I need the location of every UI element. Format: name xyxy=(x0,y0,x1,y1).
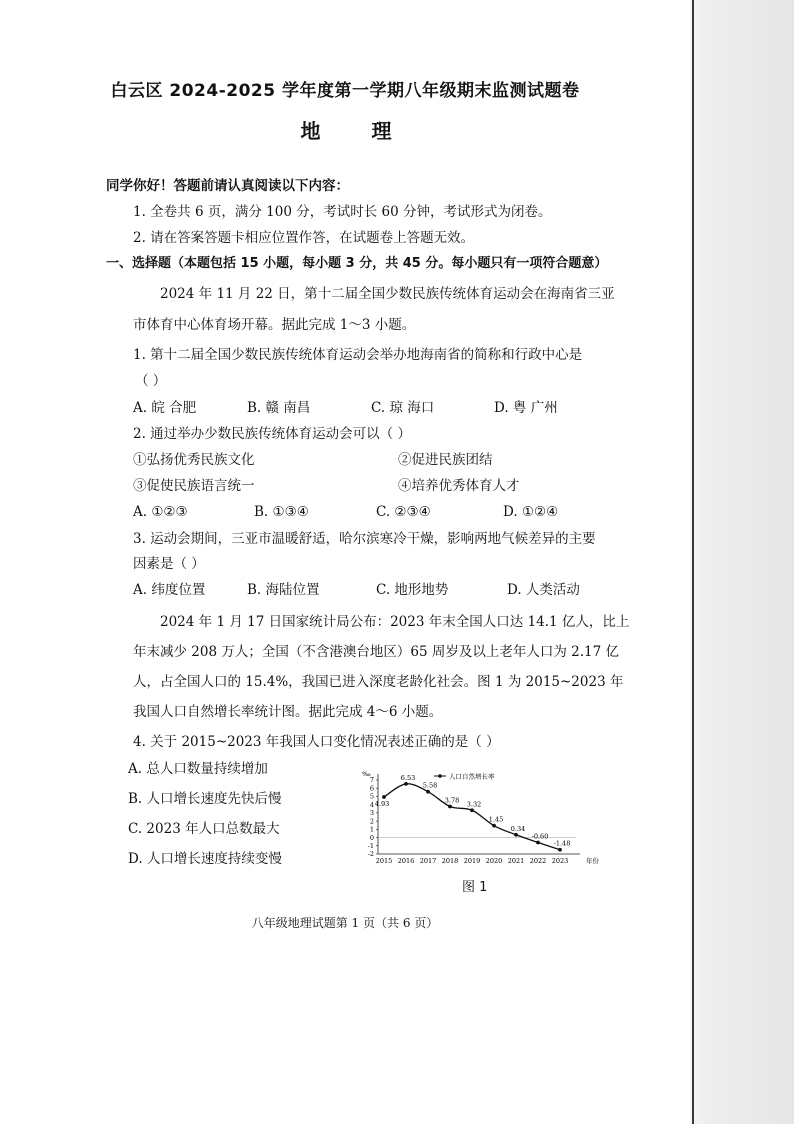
q2-item-4: ④培养优秀体育人才 xyxy=(398,478,520,494)
y-tick-label: 6 xyxy=(369,784,374,793)
x-tick-label: 2017 xyxy=(419,857,437,865)
y-tick-label: -2 xyxy=(367,850,374,859)
data-point xyxy=(448,805,452,809)
data-label: 4.93 xyxy=(374,800,390,809)
q4-option-a: A. 总人口数量持续增加 xyxy=(128,761,268,777)
legend-label: 人口自然增长率 xyxy=(449,772,495,781)
q1-option-b: B. 赣 南昌 xyxy=(247,400,311,416)
y-tick-label: 0 xyxy=(369,833,374,842)
y-tick-label: 5 xyxy=(369,792,374,801)
y-tick-label: 4 xyxy=(369,800,374,809)
section-heading: 一、选择题（本题包括 15 小题，每小题 3 分，共 45 分。每小题只有一项符合题意） xyxy=(106,256,608,271)
page-footer: 八年级地理试题第 1 页（共 6 页） xyxy=(251,916,439,930)
q2-option-c: C. ②③④ xyxy=(376,504,431,520)
data-label: 0.34 xyxy=(510,824,526,833)
q3-option-c: C. 地形地势 xyxy=(376,582,449,598)
x-tick-label: 2023 xyxy=(551,857,569,865)
x-tick-label: 2021 xyxy=(507,857,525,865)
q4-option-d: D. 人口增长速度持续变慢 xyxy=(128,851,282,867)
x-tick-label: 2020 xyxy=(485,857,503,865)
y-tick-label: 1 xyxy=(369,825,374,834)
data-label: 3.78 xyxy=(444,796,460,805)
figure-caption: 图 1 xyxy=(462,880,488,895)
legend-marker xyxy=(438,774,442,778)
q2-item-2: ②促进民族团结 xyxy=(398,452,493,468)
y-tick-label: 3 xyxy=(369,809,374,818)
data-point xyxy=(558,848,562,852)
notice-item-1: 1. 全卷共 6 页，满分 100 分，考试时长 60 分钟，考试形式为闭卷。 xyxy=(133,204,552,220)
x-tick-label: 2018 xyxy=(441,857,459,865)
data-point xyxy=(404,782,408,786)
x-tick-label: 2019 xyxy=(463,857,481,865)
q1-option-c: C. 琼 海口 xyxy=(371,400,435,416)
q3-option-d: D. 人类活动 xyxy=(507,582,580,598)
q3-option-a: A. 纬度位置 xyxy=(133,582,206,598)
y-tick-label: 2 xyxy=(369,817,374,826)
y-tick-label: -1 xyxy=(367,841,374,850)
data-label: 5.58 xyxy=(422,781,438,790)
data-label: 1.45 xyxy=(488,815,504,824)
exam-title: 白云区 2024-2025 学年度第一学期八年级期末监测试题卷 xyxy=(110,81,580,101)
growth-rate-line-chart xyxy=(352,766,602,876)
q2-option-b: B. ①③④ xyxy=(254,504,309,520)
q2-item-1: ①弘扬优秀民族文化 xyxy=(133,452,255,468)
q3-option-b: B. 海陆位置 xyxy=(247,582,320,598)
passage2-line1: 2024 年 1 月 17 日国家统计局公布：2023 年末全国人口达 14.1 亿人，比上 xyxy=(160,614,630,630)
x-tick-label: 2015 xyxy=(375,857,393,865)
q2-stem: 2. 通过举办少数民族传统体育运动会可以（ ） xyxy=(133,426,411,442)
scan-margin xyxy=(690,0,794,1124)
q4-option-c: C. 2023 年人口总数最大 xyxy=(128,821,280,837)
q1-stem: 1. 第十二届全国少数民族传统体育运动会举办地海南省的简称和行政中心是 xyxy=(133,347,583,363)
notice-greeting: 同学你好！答题前请认真阅读以下内容： xyxy=(106,178,349,194)
subject-title: 地 理 xyxy=(300,119,414,143)
notice-item-2: 2. 请在答案答题卡相应位置作答，在试题卷上答题无效。 xyxy=(133,230,475,246)
figure-1-chart xyxy=(352,766,602,894)
data-point xyxy=(536,841,540,845)
data-point xyxy=(492,824,496,828)
q3-stem-cont: 因素是（ ） xyxy=(133,556,205,572)
data-label: 6.53 xyxy=(400,773,416,782)
passage1-line2: 市体育中心体育场开幕。据此完成 1～3 小题。 xyxy=(133,317,416,333)
q4-stem: 4. 关于 2015~2023 年我国人口变化情况表述正确的是（ ） xyxy=(133,734,500,750)
data-point xyxy=(514,833,518,837)
y-unit-label: ‰ xyxy=(362,770,371,778)
q2-option-a: A. ①②③ xyxy=(133,504,188,520)
q1-option-d: D. 粤 广州 xyxy=(494,400,558,416)
x-tick-label: 2022 xyxy=(529,857,547,865)
passage2-line2: 年末减少 208 万人；全国（不含港澳台地区）65 周岁及以上老年人口为 2.17 亿 xyxy=(133,644,619,660)
data-label: 3.32 xyxy=(466,800,482,809)
data-point xyxy=(470,808,474,812)
data-label: -0.60 xyxy=(531,832,549,841)
q2-item-3: ③促使民族语言统一 xyxy=(133,478,255,494)
data-point xyxy=(382,795,386,799)
data-point xyxy=(426,790,430,794)
q1-option-a: A. 皖 合肥 xyxy=(133,400,197,416)
y-tick-label: 7 xyxy=(369,776,374,785)
q1-paren: （ ） xyxy=(135,373,167,389)
passage1-line1: 2024 年 11 月 22 日，第十二届全国少数民族传统体育运动会在海南省三亚 xyxy=(160,286,615,302)
scan-edge-line xyxy=(692,0,694,1124)
q4-option-b: B. 人口增长速度先快后慢 xyxy=(128,791,282,807)
q2-option-d: D. ①②④ xyxy=(503,504,559,520)
passage2-line4: 我国人口自然增长率统计图。据此完成 4～6 小题。 xyxy=(133,704,443,720)
data-label: -1.48 xyxy=(553,839,571,848)
passage2-line3: 人，占全国人口的 15.4%，我国已进入深度老龄化社会。图 1 为 2015~2023 年 xyxy=(133,674,624,690)
x-unit-label: 年份 xyxy=(586,857,599,865)
x-tick-label: 2016 xyxy=(397,857,415,865)
q3-stem: 3. 运动会期间，三亚市温暖舒适，哈尔滨寒冷干燥，影响两地气候差异的主要 xyxy=(133,531,596,547)
